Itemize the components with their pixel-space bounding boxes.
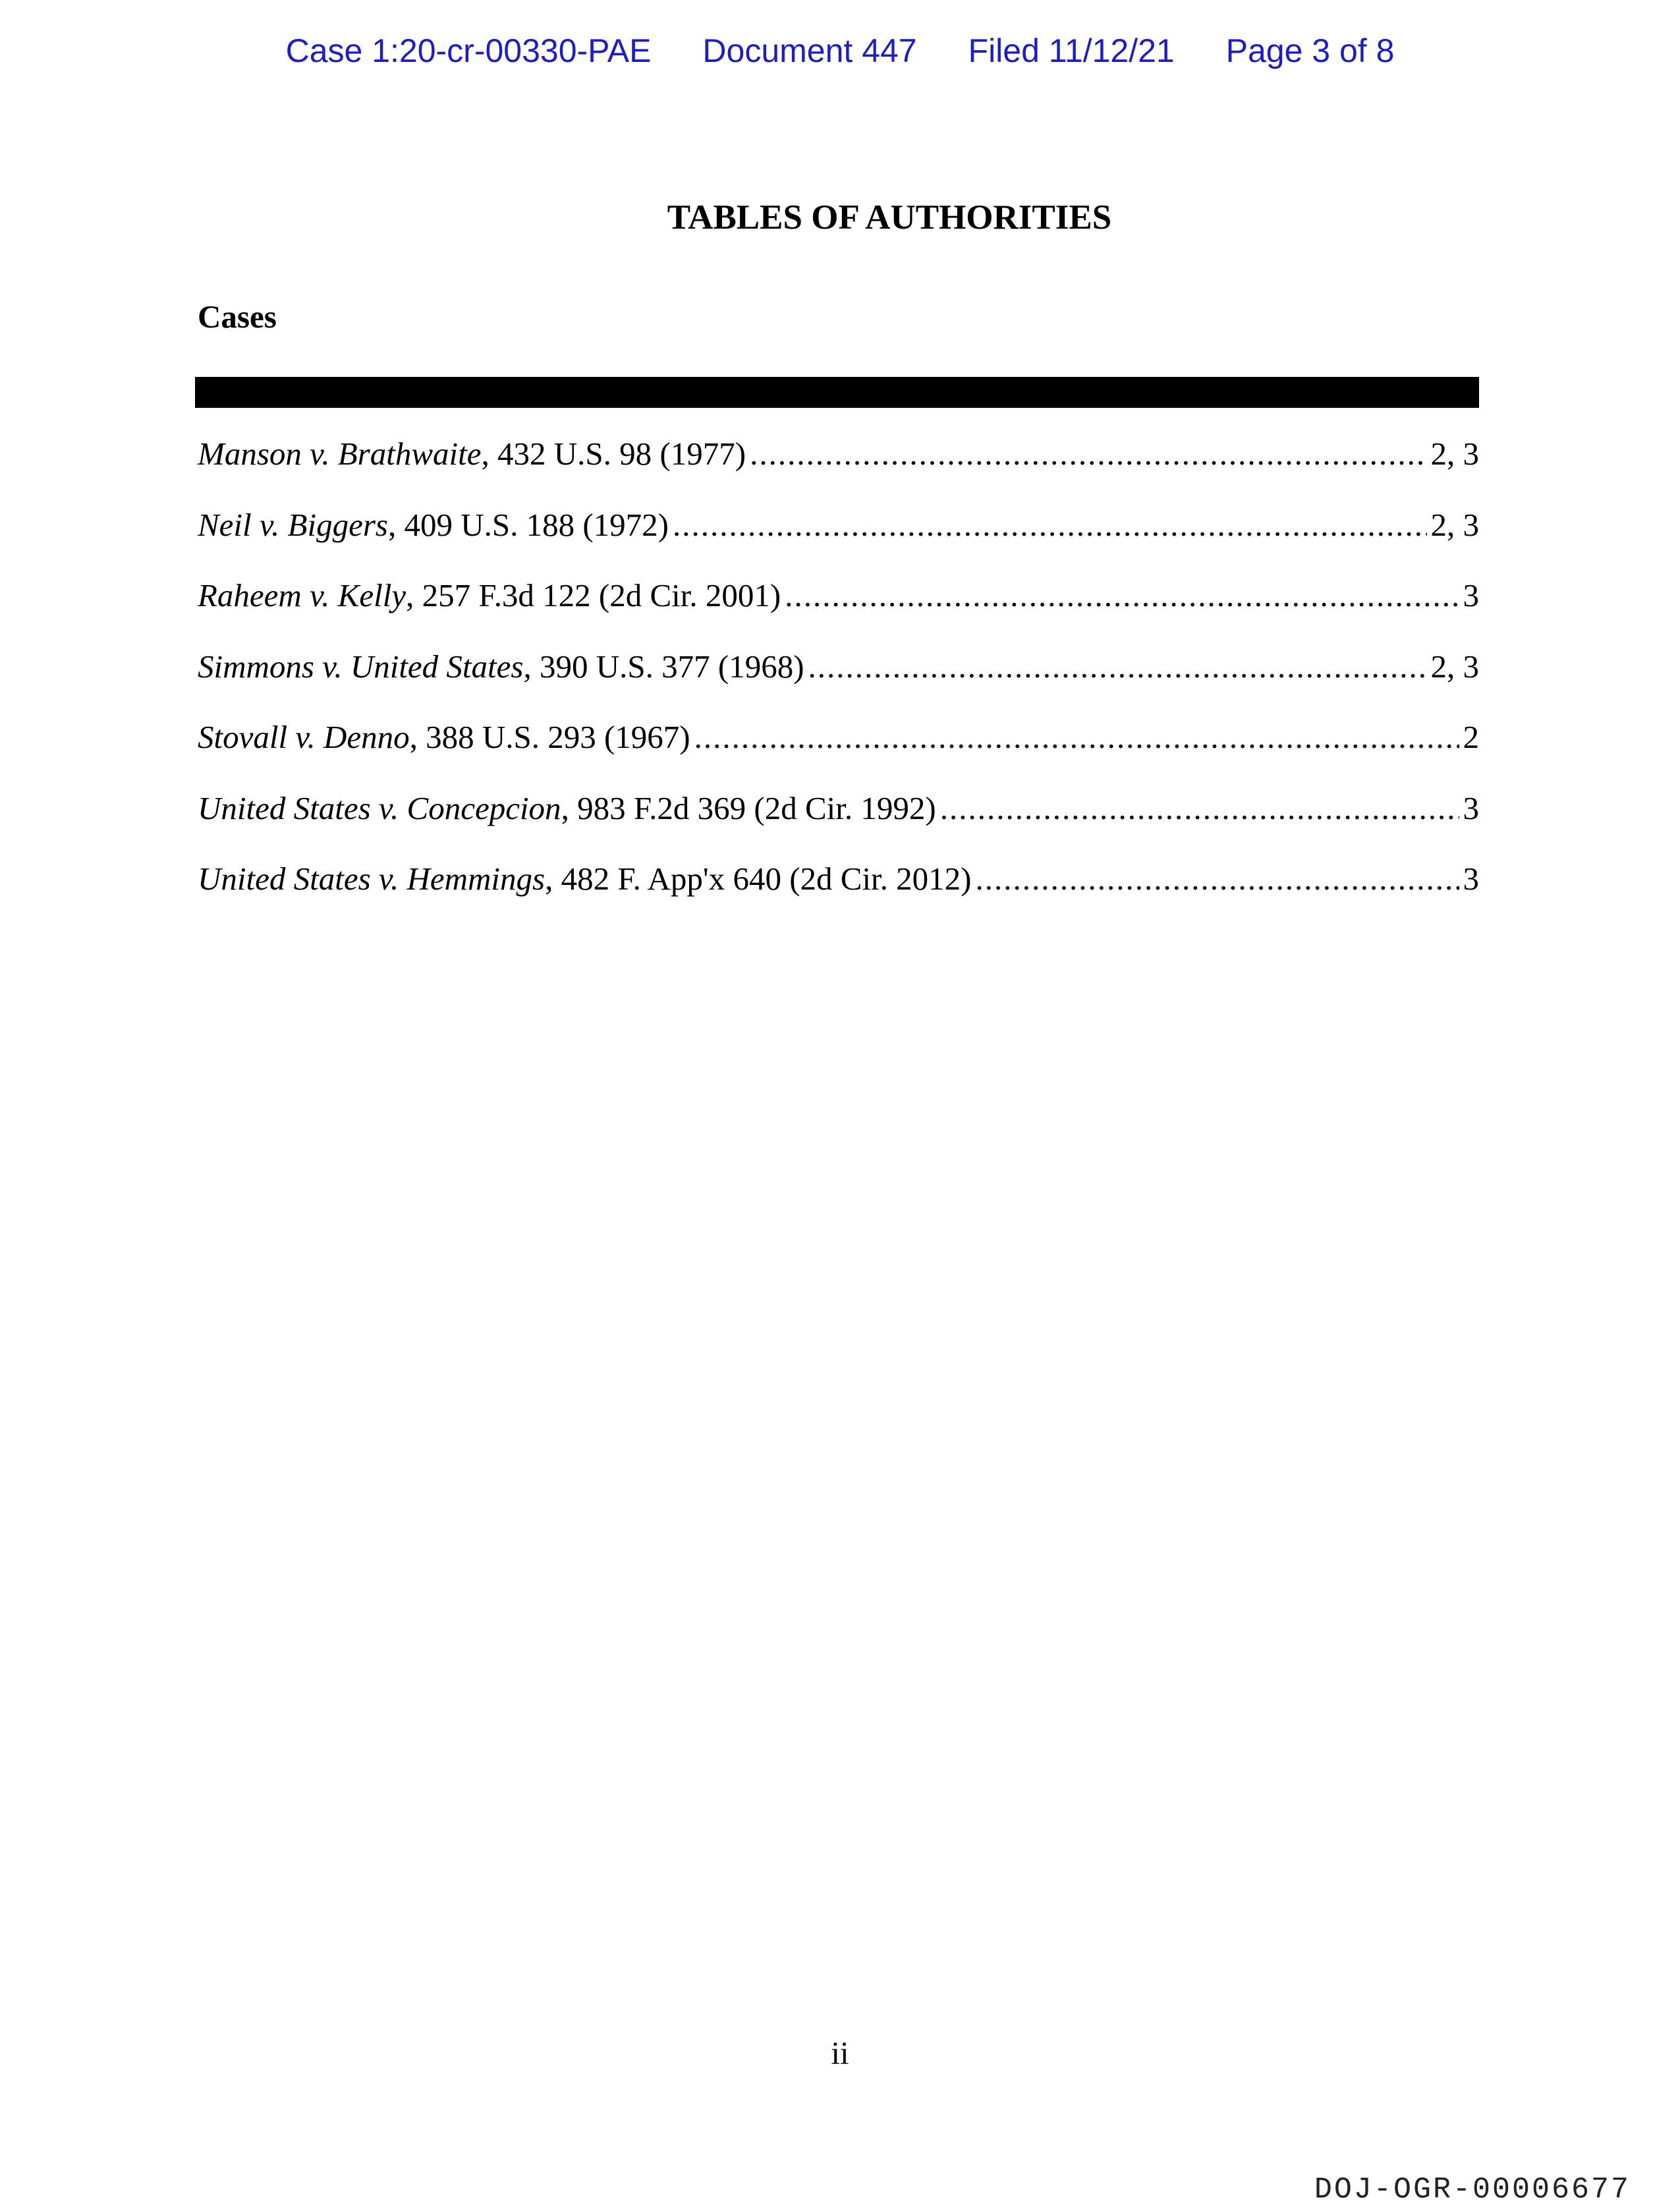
filed-date: Filed 11/12/21 bbox=[968, 32, 1175, 69]
dot-leader bbox=[785, 577, 1459, 614]
case-citation: 388 U.S. 293 (1967) bbox=[417, 719, 690, 755]
case-name: Neil v. Biggers bbox=[198, 506, 388, 543]
dot-leader bbox=[694, 718, 1459, 756]
filing-header bbox=[0, 32, 1680, 70]
dot-leader bbox=[976, 860, 1459, 897]
page-references: 3 bbox=[1463, 861, 1479, 897]
page-references: 3 bbox=[1463, 577, 1479, 613]
bates-number: DOJ-OGR-00006677 bbox=[1314, 2173, 1631, 2207]
authority-entry: United States v. Hemmings, 482 F. App'x 640 (2d Cir. 2012) ..... 3 bbox=[198, 860, 1479, 931]
case-citation: 390 U.S. 377 (1968) bbox=[531, 648, 804, 685]
authority-entry: Neil v. Biggers, 409 U.S. 188 (1972) ..... 2, 3 bbox=[198, 506, 1479, 577]
page-references: 2, 3 bbox=[1430, 648, 1479, 685]
page-title: TABLES OF AUTHORITIES bbox=[667, 198, 1112, 237]
dot-leader bbox=[808, 648, 1427, 685]
case-name: Raheem v. Kelly bbox=[198, 577, 406, 613]
page-number: ii bbox=[831, 2035, 849, 2071]
document-number: Document 447 bbox=[702, 32, 917, 69]
authority-entry: United States v. Concepcion, 983 F.2d 369 (2d Cir. 1992) ..... 3 bbox=[198, 789, 1479, 861]
authorities-list bbox=[198, 435, 1479, 931]
authority-entry: Raheem v. Kelly, 257 F.3d 122 (2d Cir. 2001) ..... 3 bbox=[198, 577, 1479, 648]
case-citation: 409 U.S. 188 (1972) bbox=[396, 506, 669, 543]
dot-leader bbox=[940, 789, 1459, 827]
case-number: Case 1:20-cr-00330-PAE bbox=[285, 32, 652, 69]
page-count: Page 3 of 8 bbox=[1225, 32, 1395, 69]
case-name: Manson v. Brathwaite bbox=[198, 436, 482, 472]
case-name: Simmons v. United States, bbox=[198, 648, 532, 685]
case-citation: 432 U.S. 98 (1977) bbox=[489, 436, 746, 472]
case-name: United States v. Concepcion bbox=[198, 789, 561, 826]
page-references: 3 bbox=[1463, 789, 1479, 826]
case-citation: 482 F. App'x 640 (2d Cir. 2012) bbox=[553, 861, 972, 897]
authority-entry: Manson v. Brathwaite, 432 U.S. 98 (1977) ..... 2, 3 bbox=[198, 435, 1479, 506]
page-references: 2 bbox=[1463, 719, 1479, 755]
case-name: United States v. Hemmings bbox=[198, 861, 546, 897]
case-citation: 257 F.3d 122 (2d Cir. 2001) bbox=[414, 577, 781, 613]
dot-leader bbox=[673, 506, 1427, 544]
redaction-bar bbox=[195, 377, 1479, 408]
authority-entry: Stovall v. Denno, 388 U.S. 293 (1967) ..... 2 bbox=[198, 718, 1479, 789]
section-heading-cases: Cases bbox=[198, 298, 277, 335]
case-citation: 983 F.2d 369 (2d Cir. 1992) bbox=[569, 789, 936, 826]
dot-leader bbox=[750, 435, 1426, 472]
page-references: 2, 3 bbox=[1430, 436, 1479, 472]
authority-entry bbox=[198, 648, 1479, 719]
case-name: Stovall v. Denno bbox=[198, 719, 410, 755]
page-references: 2, 3 bbox=[1430, 506, 1479, 543]
